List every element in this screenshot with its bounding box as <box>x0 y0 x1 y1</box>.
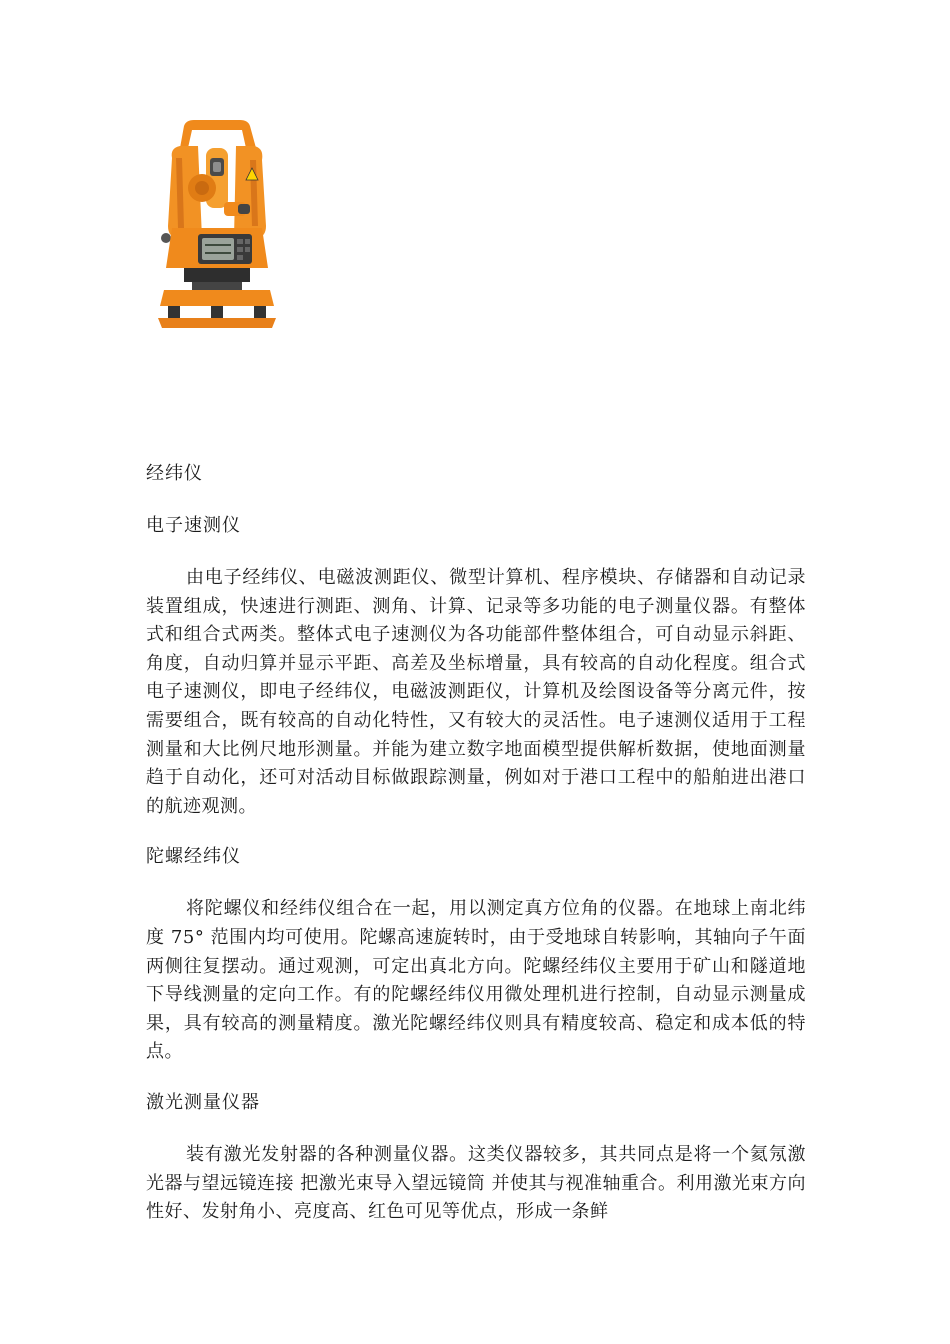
section-heading-electronic-tacheometer: 电子速测仪 <box>146 515 241 536</box>
section-heading-gyro-theodolite: 陀螺经纬仪 <box>146 846 241 868</box>
doc-title: 经纬仪 <box>146 463 203 484</box>
theodolite-photo <box>158 118 276 328</box>
section-heading-laser-instruments: 激光测量仪器 <box>146 1091 260 1113</box>
section-body-gyro-theodolite: 将陀螺仪和经纬仪组合在一起，用以测定真方位角的仪器。在地球上南北纬度 75° 范围内均可使用。陀螺高速旋转时，由于受地球自转影响，其轴向子午面两侧往复摆动。通过观测，可定出真北方向。陀螺经纬仪主要用于矿山和隧道地下导线测量的定向工作。有的陀螺经纬仪用微处理机进行控制，自动显示测量成果，具有较高的测量精度。激光陀螺经纬仪则具有精度较高、稳定和成本低的特点。 <box>146 898 806 1063</box>
section-body-electronic-tacheometer: 由电子经纬仪、电磁波测距仪、微型计算机、程序模块、存储器和自动记录装置组成，快速进行测距、测角、计算、记录等多功能的电子测量仪器。有整体式和组合式两类。整体式电子速测仪为各功能部件整体组合，可自动显示斜距、角度，自动归算并显示平距、高差及坐标增量，具有较高的自动化程度。组合式电子速测仪，即电子经纬仪，电磁波测距仪，计算机及绘图设备等分离元件，按需要组合，既有较高的自动化特性，又有较大的灵活性。电子速测仪适用于工程测量和大比例尺地形测量。并能为建立数字地面模型提供解析数据，使地面测量趋于自动化，还可对活动目标做跟踪测量，例如对于港口工程中的船舶进出港口的航迹观测。 <box>146 567 806 817</box>
section-body-laser-instruments: 装有激光发射器的各种测量仪器。这类仪器较多，其共同点是将一个氦氖激光器与望远镜连接 把激光束导入望远镜筒 并使其与视准轴重合。利用激光束方向性好、发射角小、亮度高、红色可见等优点，形成一条鲜 <box>146 1143 806 1223</box>
document-body <box>146 460 806 1227</box>
